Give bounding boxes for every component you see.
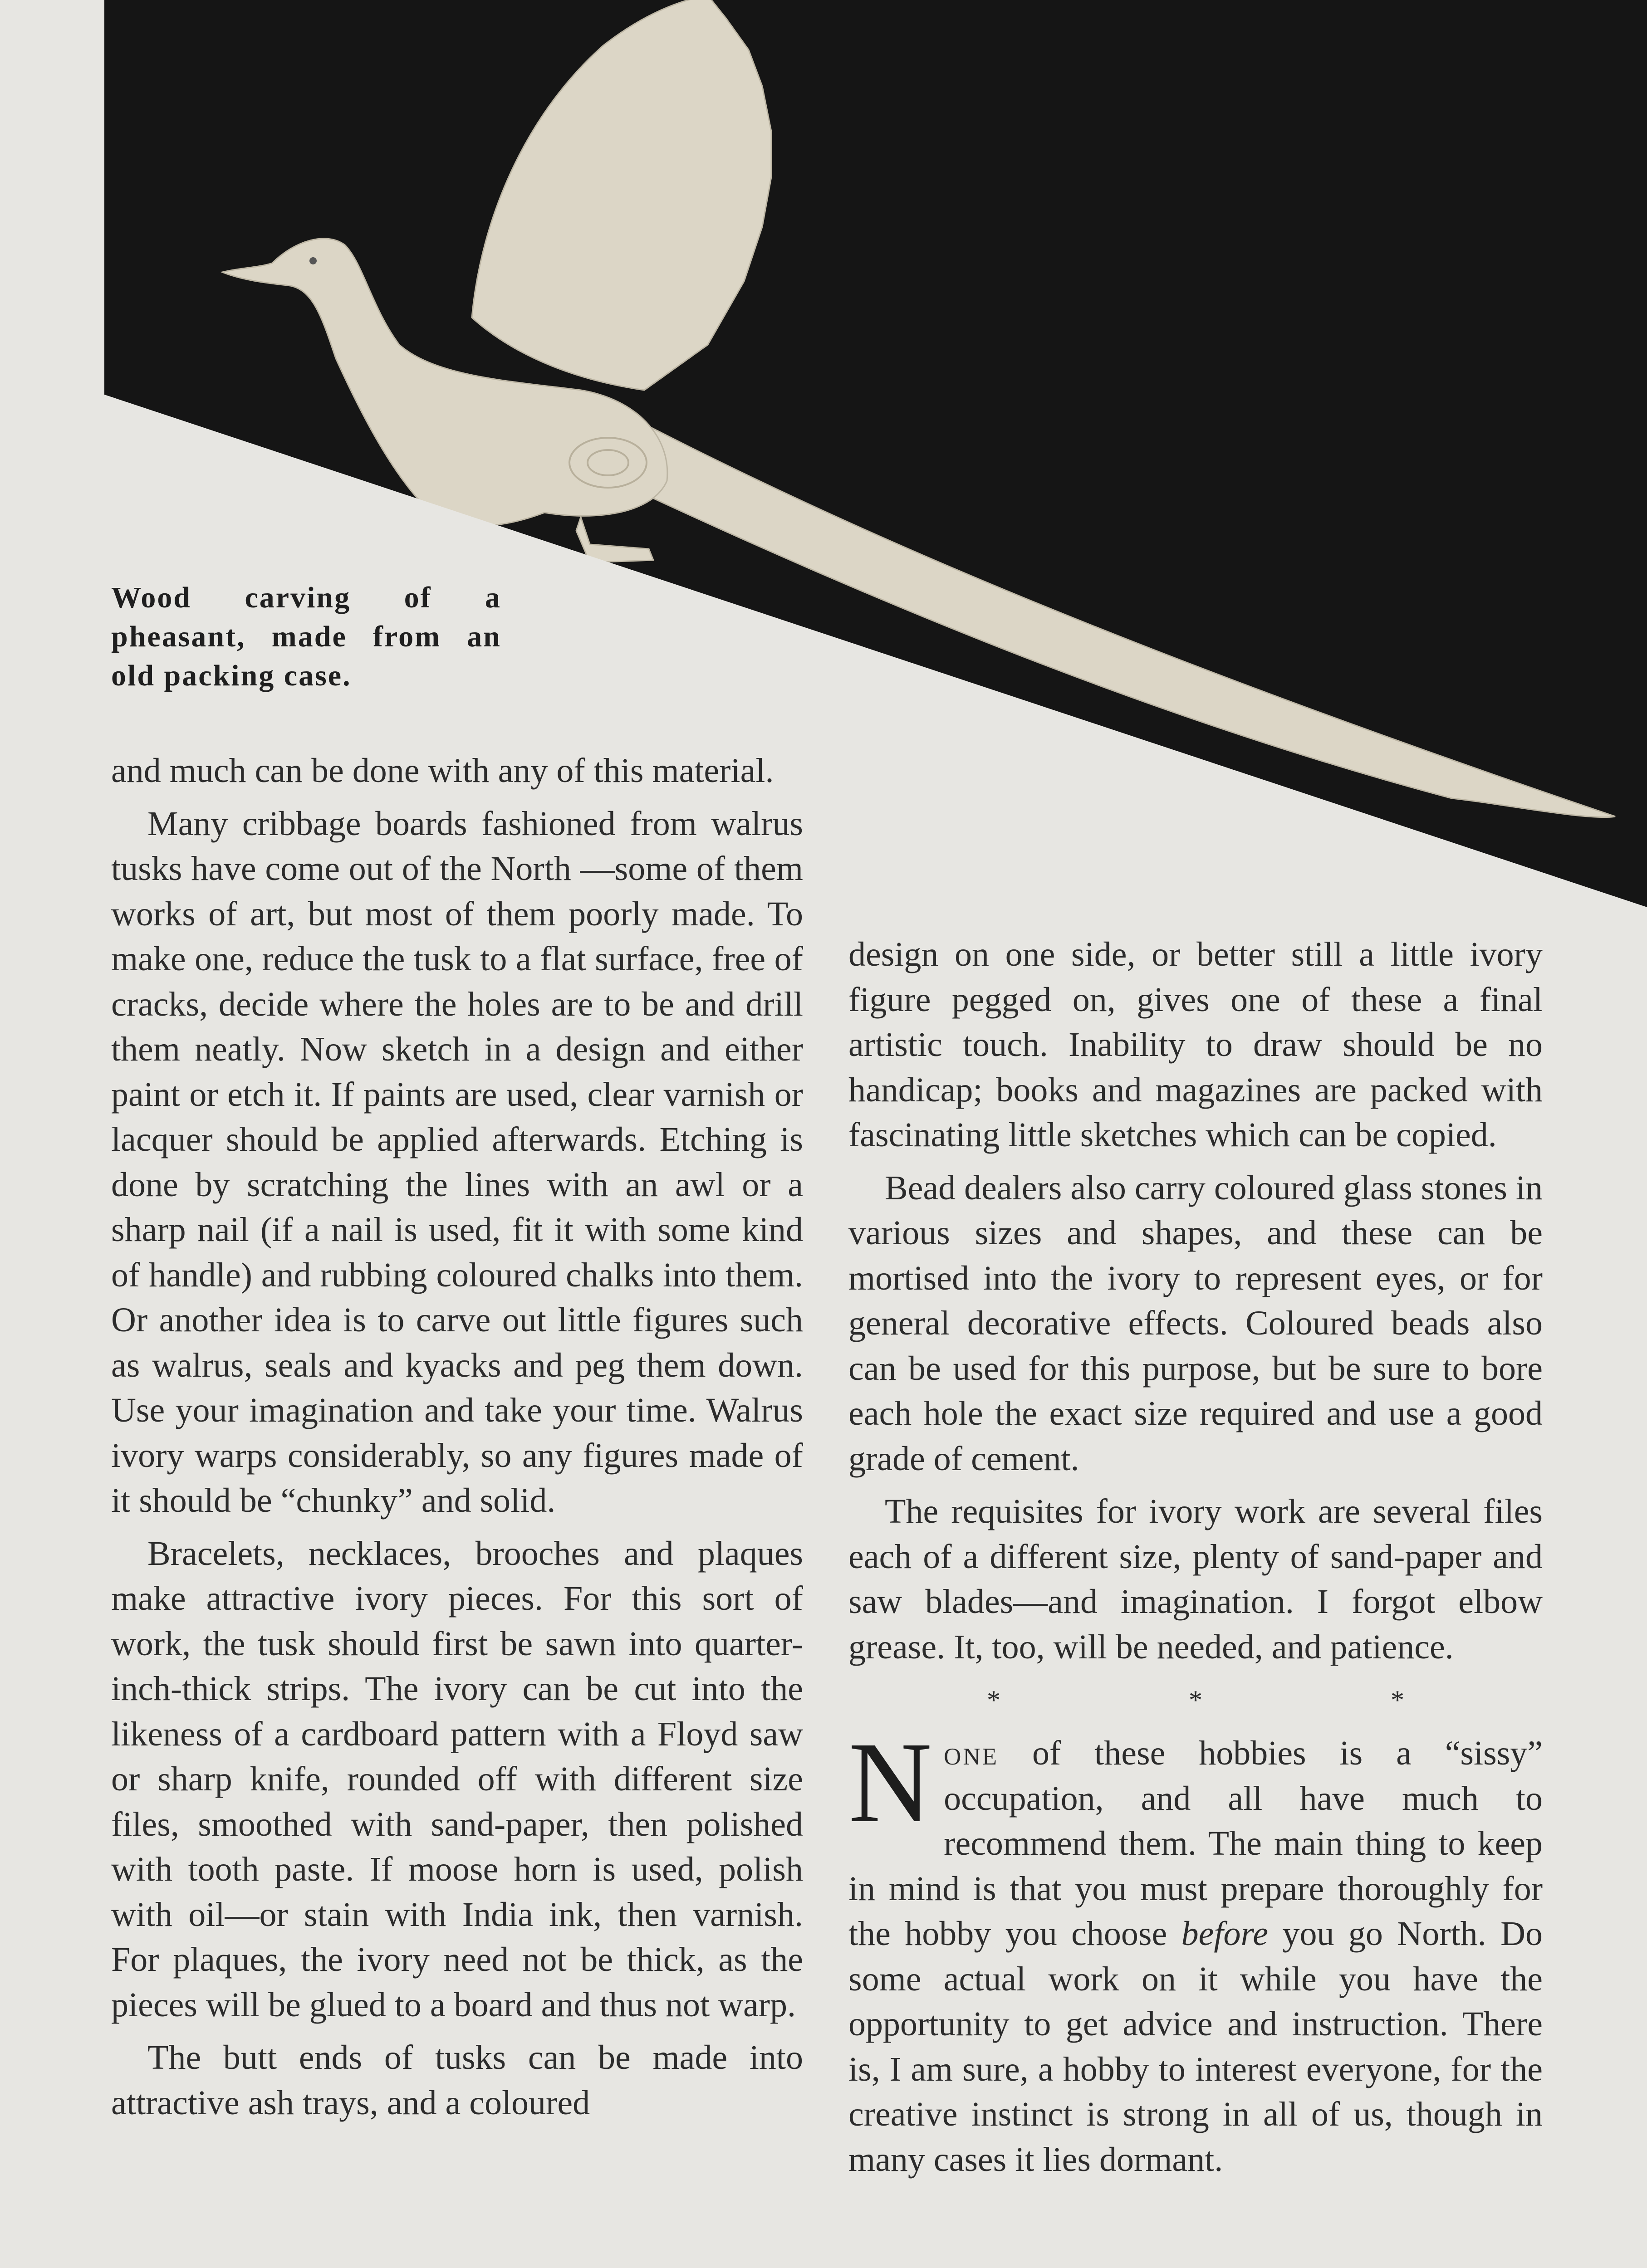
closing-paragraph: [848, 1719, 1543, 2182]
pheasant-eye: [309, 257, 317, 264]
paragraph: and much can be done with any of this material.: [111, 752, 774, 790]
paragraph: The butt ends of tusks can be made into attractive ash trays, and a coloured: [111, 2038, 803, 2122]
paragraph: Bracelets, necklaces, brooches and plaques make attractive ivory pieces. For this sort of work, the tusk should first be sawn into quarter-inch-thick strips. The ivory can be cut into the likeness of a cardboard pattern with a Floyd saw or sharp knife, rounded off with different size files, smoothed with sand-paper, then polished with tooth paste. If moose horn is used, polish with oil—or stain with India ink, then varnish. For plaques, the ivory need not be thick, as the pieces will be glued to a board and thus not warp.: [111, 1534, 803, 2024]
paragraph-text: you go North. Do some actual work on it while you have the opportunity to get advice and instruction. There is, I am sure, a hobby to interest everyone, for the creative instinct is strong in all of us, though in many cases it lies dormant.: [848, 1915, 1543, 2179]
paragraph-text: of these hobbies is a “sissy” occupation, and all have much to recommend them. The main thing to keep in mind is that you must prepare thoroughly for the hobby you choose: [848, 1734, 1543, 1953]
text-column-left: [111, 748, 803, 2133]
section-separator: * * *: [987, 1685, 1495, 1715]
small-caps-lead: one: [944, 1734, 999, 1772]
text-column-right: [848, 932, 1543, 2190]
paragraph: design on one side, or better still a little ivory figure pegged on, gives one of these a final artistic touch. Inability to draw should be no handicap; books and magazines are packed with fascinating little sketches which can be copied.: [848, 935, 1543, 1154]
paragraph: Many cribbage boards fashioned from walrus tusks have come out of the North —some of them works of art, but most of them poorly made. To make one, reduce the tusk to a flat surface, free of cracks, decide where the holes are to be and drill them neatly. Now sketch in a design and either paint or etch it. If paints are used, clear varnish or lacquer should be applied afterwards. Etching is done by scratching the lines with an awl or a sharp nail (if a nail is used, fit it with some kind of handle) and rubbing coloured chalks into them. Or another idea is to carve out little figures such as walrus, seals and kyacks and peg them down. Use your imagination and take your time. Walrus ivory warps considerably, so any figures made of it should be “chunky” and solid.: [111, 804, 803, 1520]
emphasis-text: before: [1181, 1915, 1269, 1953]
paragraph: Bead dealers also carry coloured glass stones in various sizes and shapes, and these can be mortised into the ivory to represent eyes, or for general decorative effects. Coloured beads also can be used for this purpose, but be sure to bore each hole the exact size required and use a good grade of cement.: [848, 1168, 1543, 1478]
drop-cap: N: [848, 1719, 932, 1847]
paragraph: The requisites for ivory work are several files each of a different size, plenty of sand-paper and saw blades—and imagination. I forgot elbow grease. It, too, will be needed, and patience.: [848, 1492, 1543, 1666]
figure-caption: Wood carving of a pheasant, made from an old packing case.: [111, 581, 501, 692]
